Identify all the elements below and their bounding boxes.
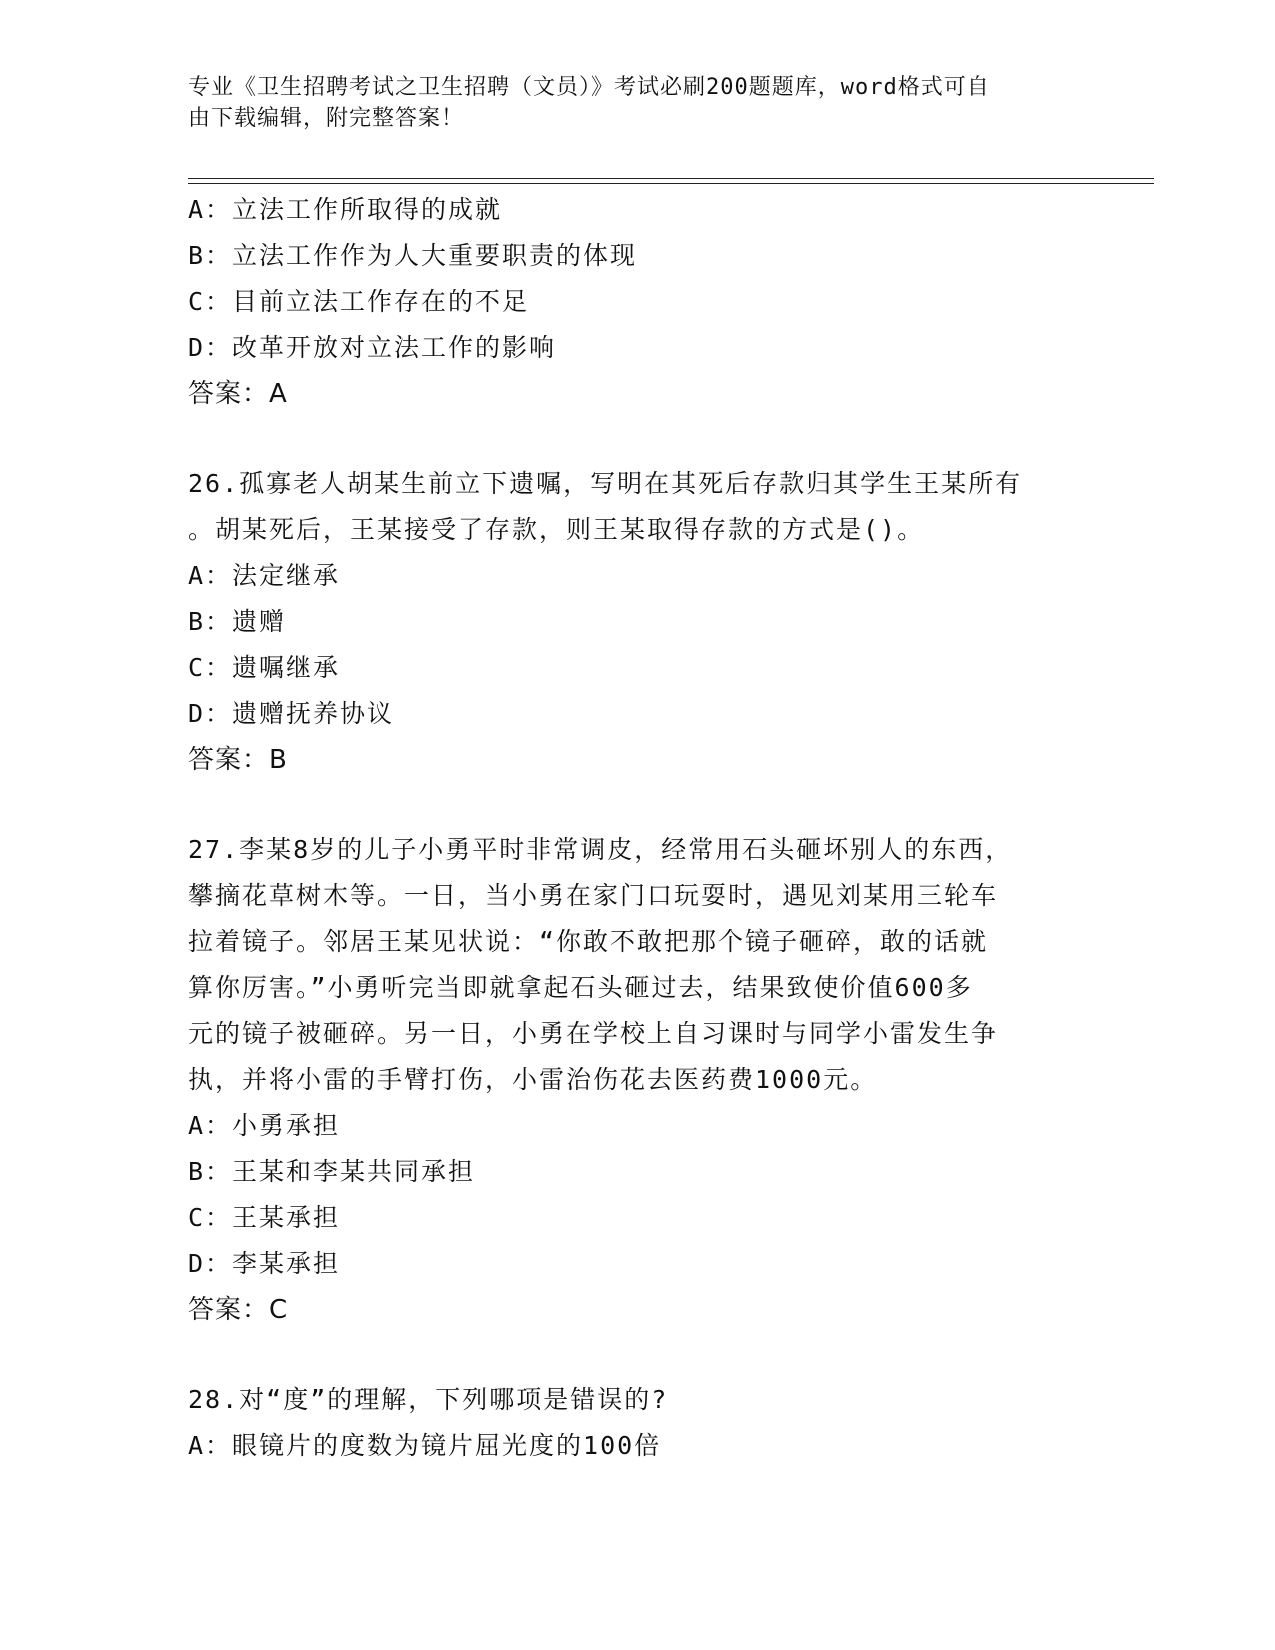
question-text-line: 27.李某8岁的儿子小勇平时非常调皮，经常用石头砸坏别人的东西， [188, 835, 1013, 864]
question-text-line: 执，并将小雷的手臂打伤，小雷治伤花去医药费1000元。 [188, 1065, 878, 1094]
answer-line: 答案：A [188, 379, 288, 409]
answer-line: 答案：C [188, 1295, 289, 1325]
question-27 [188, 827, 1068, 1333]
answer-line: 答案：B [188, 745, 288, 775]
option-b: B：王某和李某共同承担 [188, 1157, 476, 1186]
spacer [188, 417, 1068, 461]
document-body [188, 187, 1068, 1469]
question-text-line: 28.对“度”的理解，下列哪项是错误的? [188, 1385, 669, 1414]
question-text-line: 攀摘花草树木等。一日，当小勇在家门口玩耍时，遇见刘某用三轮车 [188, 881, 999, 910]
question-text-line: 。胡某死后，王某接受了存款，则王某取得存款的方式是()。 [188, 515, 925, 544]
option-d: D：李某承担 [188, 1249, 341, 1278]
header-divider-bottom [188, 183, 1154, 184]
option-d: D：改革开放对立法工作的影响 [188, 333, 557, 362]
question-text-line: 元的镜子被砸碎。另一日，小勇在学校上自习课时与同学小雷发生争 [188, 1019, 999, 1048]
question-25 [188, 187, 1068, 417]
header-line-2: 由下载编辑，附完整答案！ [188, 106, 465, 131]
header-divider-top [188, 178, 1154, 179]
spacer [188, 783, 1068, 827]
option-b: B：遗赠 [188, 607, 287, 636]
header-line-1: 专业《卫生招聘考试之卫生招聘（文员）》考试必刷200题题库，word格式可自 [188, 75, 990, 100]
option-d: D：遗赠抚养协议 [188, 699, 395, 728]
option-b: B：立法工作作为人大重要职责的体现 [188, 241, 638, 270]
question-text-line: 26.孤寡老人胡某生前立下遗嘱，写明在其死后存款归其学生王某所有 [188, 469, 1023, 498]
question-text-line: 算你厉害。”小勇听完当即就拿起石头砸过去，结果致使价值600多 [188, 973, 973, 1002]
option-a: A：眼镜片的度数为镜片屈光度的100倍 [188, 1431, 662, 1460]
option-c: C：王某承担 [188, 1203, 341, 1232]
option-a: A：法定继承 [188, 561, 341, 590]
option-c: C：遗嘱继承 [188, 653, 341, 682]
document-header [188, 72, 1068, 134]
question-26 [188, 461, 1068, 783]
option-a: A：小勇承担 [188, 1111, 341, 1140]
spacer [188, 1333, 1068, 1377]
option-a: A：立法工作所取得的成就 [188, 195, 503, 224]
question-28 [188, 1377, 1068, 1469]
question-text-line: 拉着镜子。邻居王某见状说：“你敢不敢把那个镜子砸碎，敢的话就 [188, 927, 989, 956]
option-c: C：目前立法工作存在的不足 [188, 287, 530, 316]
